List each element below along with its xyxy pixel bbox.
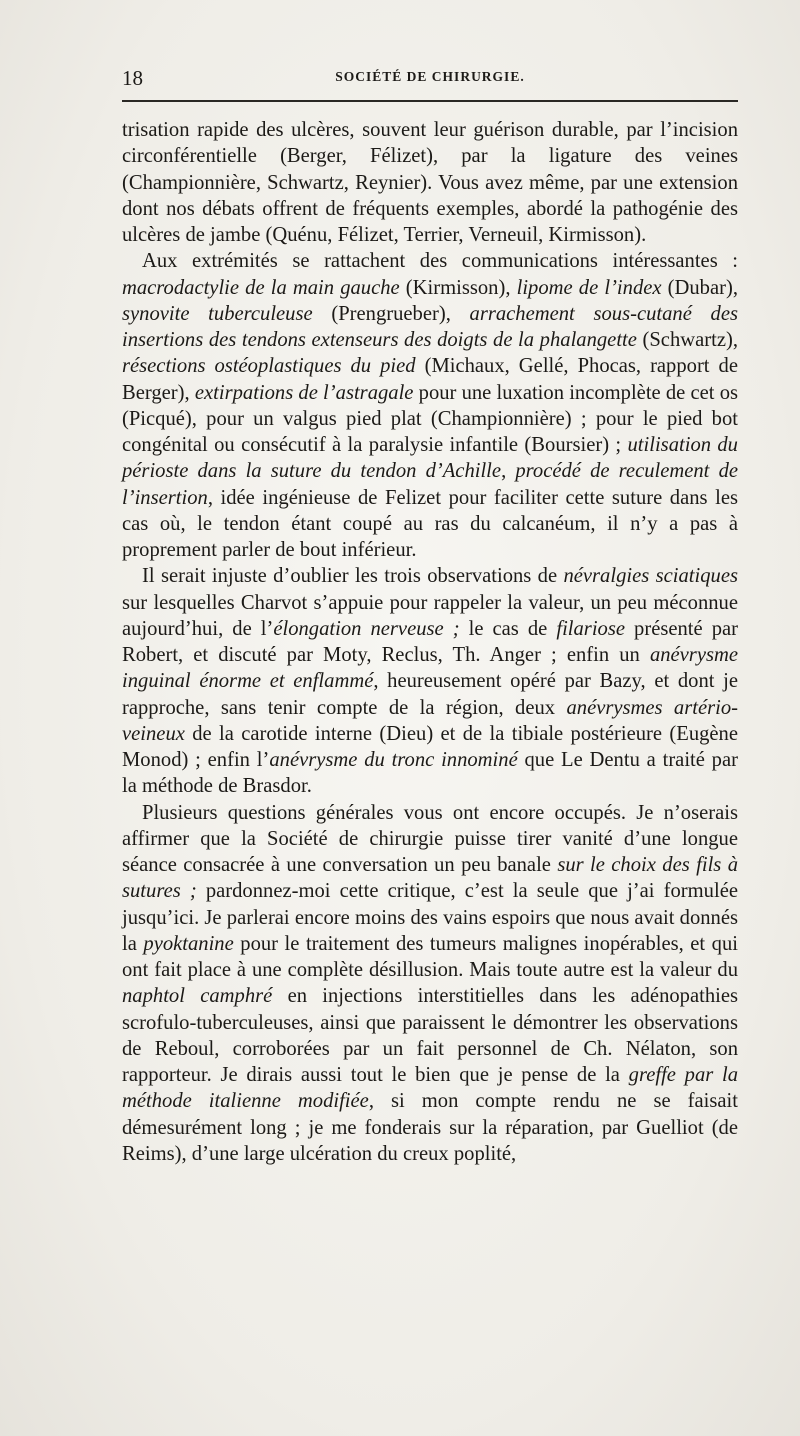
paragraph-4 (122, 800, 738, 1168)
italic-text-run: lipome de l’index (516, 276, 662, 299)
text-run: , heureusement opéré par Bazy, et dont je rapproche, sans tenir compte de la région, deux (122, 670, 739, 719)
text-run: que Le Dentu a traité par la méthode de Brasdor. (122, 749, 738, 798)
italic-text-run: filariose (556, 617, 625, 640)
italic-text-run: anévrysmes artério-veineux (122, 696, 738, 745)
paragraph-2 (122, 248, 738, 563)
italic-text-run: utilisation du périoste dans la suture du tendon d’Achille (122, 434, 738, 483)
text-run: Aux extrémités se rattachent des communications intéressantes : (142, 250, 738, 273)
text-run: Il serait injuste d’oublier les trois observations de (142, 565, 564, 588)
text-run: (Prengrueber), (312, 302, 470, 325)
text-run: (Michaux, Gellé, Phocas, rapport de Berger), (122, 355, 738, 404)
italic-text-run: élongation nerveuse ; (273, 617, 460, 640)
header-rule (122, 100, 738, 102)
italic-text-run: extirpations de l’astragale (194, 381, 414, 404)
text-run: de la carotide interne (Dieu) et de la tibiale postérieure (Eugène Monod) ; enfin l’ (122, 722, 738, 771)
italic-text-run: pyoktanine (143, 932, 234, 955)
paragraph-1 (122, 117, 738, 248)
page-number: 18 (122, 66, 143, 90)
text-run: sur lesquelles Charvot s’appuie pour rappeler la valeur, un peu méconnue aujourd’hui, de l’ (122, 591, 738, 640)
italic-text-run: anévrysme inguinal énorme et enflammé (122, 644, 738, 693)
italic-text-run: greffe par la méthode italienne modifiée (122, 1064, 738, 1113)
italic-text-run: sur le choix des fils à sutures ; (122, 854, 738, 903)
text-run: (Dubar), (661, 276, 738, 299)
text-run: pardonnez-moi cette critique, c’est la seule que j’ai formulée jusqu’ici. Je parlerai encore moins des vains espoirs que nous avait donnés la (122, 880, 738, 955)
text-run: le cas de (459, 617, 557, 640)
italic-text-run: naphtol camphré (122, 985, 273, 1008)
text-run: (Schwartz), (636, 329, 738, 351)
text-run: trisation rapide des ulcères, souvent leur guérison durable, par l’incision circonférentielle (Berger, Félizet), par la ligature des veines (Championnière, Schwartz, Reynier). Vous avez même, par une extension dont nos débats offrent de fréquents exemples, abordé la pathogénie des ulcères de jambe (Quénu, Félizet, Terrier, Verneuil, Kirmisson). (122, 119, 738, 246)
italic-text-run: anévrysme du tronc innominé (269, 749, 518, 771)
paragraph-3 (122, 563, 738, 799)
text-run: , si mon compte rendu ne se faisait démesurément long ; je me fonderais sur la réparation, par Guelliot (de Reims), d’une large ulcération du creux poplité, (122, 1090, 738, 1165)
text-run: , idée ingénieuse de Felizet pour faciliter cette suture dans les cas où, le tendon étant coupé au ras du calcanéum, il n’y a pas à proprement parler de bout inférieur. (122, 486, 738, 561)
body-text (122, 117, 738, 1167)
text-run: en injections interstitielles dans les adénopathies scrofulo-tuberculeuses, ainsi que paraissent le démontrer les observations de Reboul, corroborées par un fait personnel de Ch. Nélaton, son rapporteur. Je dirais aussi tout le bien que je pense de la (122, 985, 738, 1086)
text-run: , (501, 460, 516, 483)
italic-text-run: synovite tuberculeuse (122, 302, 313, 325)
text-run: Plusieurs questions générales vous ont encore occupés. Je n’oserais affirmer que la Société de chirurgie puisse tirer vanité d’une longue séance consacrée à une conversation un peu banale (122, 801, 738, 876)
italic-text-run: macrodactylie de la main gauche (122, 276, 400, 299)
italic-text-run: procédé de reculement de l’insertion (122, 460, 739, 509)
italic-text-run: arrachement sous-cutané des insertions des tendons extenseurs des doigts de la phalangette (122, 302, 739, 351)
running-title: SOCIÉTÉ DE CHIRURGIE. (335, 69, 525, 84)
text-run: présenté par Robert, et discuté par Moty, Reclus, Th. Anger ; enfin un (122, 617, 738, 666)
page-header (122, 66, 738, 92)
text-run: pour le traitement des tumeurs malignes inopérables, et qui ont fait place à une complète désillusion. Mais toute autre est la valeur du (122, 932, 738, 981)
italic-text-run: résections ostéoplastiques du pied (122, 355, 416, 378)
text-run: (Kirmisson), (399, 276, 517, 299)
italic-text-run: névralgies sciatiques (563, 565, 738, 588)
text-run: pour une luxation incomplète de cet os (Picqué), pour un valgus pied plat (Championnière) ; pour le pied bot congénital ou consécutif à la paralysie infantile (Boursier) ; (122, 381, 739, 456)
